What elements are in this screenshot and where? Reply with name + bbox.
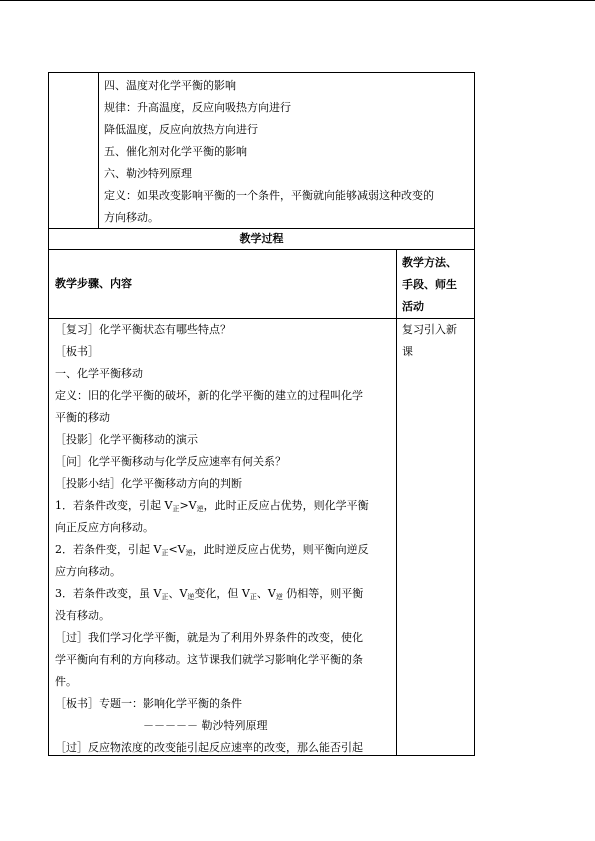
content-line: ［板书］: [55, 345, 99, 358]
subscript: 正: [161, 549, 169, 557]
top-line-6: 定义：如果改变影响平衡的一个条件，平衡就向能够减弱这种改变的: [104, 189, 434, 202]
content-line: ［复习］化学平衡状态有哪些特点？: [55, 323, 231, 336]
subscript: 逆: [196, 505, 204, 513]
top-line-4: 五、催化剂对化学平衡的影响: [104, 145, 247, 158]
row-divider-headers: [48, 249, 475, 250]
text-run: 2．若条件变，引起 V: [55, 543, 162, 556]
content-line: 件。: [55, 675, 77, 688]
subscript: 逆: [275, 593, 283, 601]
top-line-5: 六、勒沙特列原理: [104, 167, 192, 180]
content-line: ［问］化学平衡移动与化学反应速率有何关系？: [55, 455, 286, 468]
content-line-rule-2: [55, 543, 369, 560]
content-line: 一、化学平衡移动: [55, 367, 143, 380]
subscript: 正: [161, 593, 169, 601]
method-header-line-2: 手段、师生: [402, 278, 457, 291]
page-top-rule: [0, 0, 595, 1]
subscript: 正: [172, 505, 180, 513]
top-line-3: 降低温度，反应向放热方向进行: [104, 123, 258, 136]
row-divider-content: [48, 318, 475, 319]
text-run: 、V: [256, 587, 276, 600]
top-line-7: 方向移动。: [104, 211, 159, 224]
text-run: 3．若条件改变，虽 V: [55, 587, 162, 600]
content-line-rule-1: [55, 499, 369, 516]
method-content-line-2: 课: [402, 345, 413, 358]
section-title: 教学过程: [239, 232, 284, 245]
text-run: 1．若条件改变，引起 V: [55, 499, 173, 512]
top-line-1: 四、温度对化学平衡的影响: [104, 79, 236, 92]
subscript: 正: [249, 593, 257, 601]
content-line: ［过］我们学习化学平衡，就是为了利用外界条件的改变，使化: [55, 631, 363, 644]
row-divider-section-title: [48, 228, 475, 229]
text-run: <V: [168, 543, 186, 556]
content-line-rule-3: [55, 587, 363, 604]
method-header-line-1: 教学方法、: [402, 256, 457, 269]
method-column-divider: [396, 249, 397, 756]
method-content-line-1: 复习引入新: [402, 323, 457, 336]
subscript: 逆: [187, 593, 195, 601]
content-line: 向正反应方向移动。: [55, 521, 154, 534]
content-line: ［板书］专题一：影响化学平衡的条件: [55, 697, 242, 710]
text-run: >V: [179, 499, 197, 512]
top-line-2: 规律：升高温度，反应向吸热方向进行: [104, 101, 291, 114]
text-run: ，此时逆反应占优势，则平衡向逆反: [192, 543, 369, 556]
content-line: ［过］反应物浓度的改变能引起反应速率的改变，那么能否引起: [55, 741, 363, 754]
subscript: 逆: [185, 549, 193, 557]
steps-header: 教学步骤、内容: [55, 277, 132, 290]
text-run: 、V: [168, 587, 188, 600]
content-line: ［投影小结］化学平衡移动方向的判断: [55, 477, 242, 490]
content-line: 学平衡向有利的方向移动。这节课我们就学习影响化学平衡的条: [55, 653, 363, 666]
content-line: －－－－－ 勒沙特列原理: [143, 719, 268, 732]
method-header-line-3: 活动: [402, 300, 424, 313]
content-line: 没有移动。: [55, 609, 110, 622]
content-line: 应方向移动。: [55, 565, 121, 578]
text-run: 仍相等，则平衡: [282, 587, 364, 600]
text-run: ，此时正反应占优势，则化学平衡: [203, 499, 369, 512]
content-line: 平衡的移动: [55, 411, 110, 424]
text-run: 变化，但 V: [194, 587, 250, 600]
content-line: 定义：旧的化学平衡的破坏，新的化学平衡的建立的过程叫化学: [55, 389, 363, 402]
top-left-column-divider: [98, 72, 99, 228]
content-line: ［投影］化学平衡移动的演示: [55, 433, 198, 446]
